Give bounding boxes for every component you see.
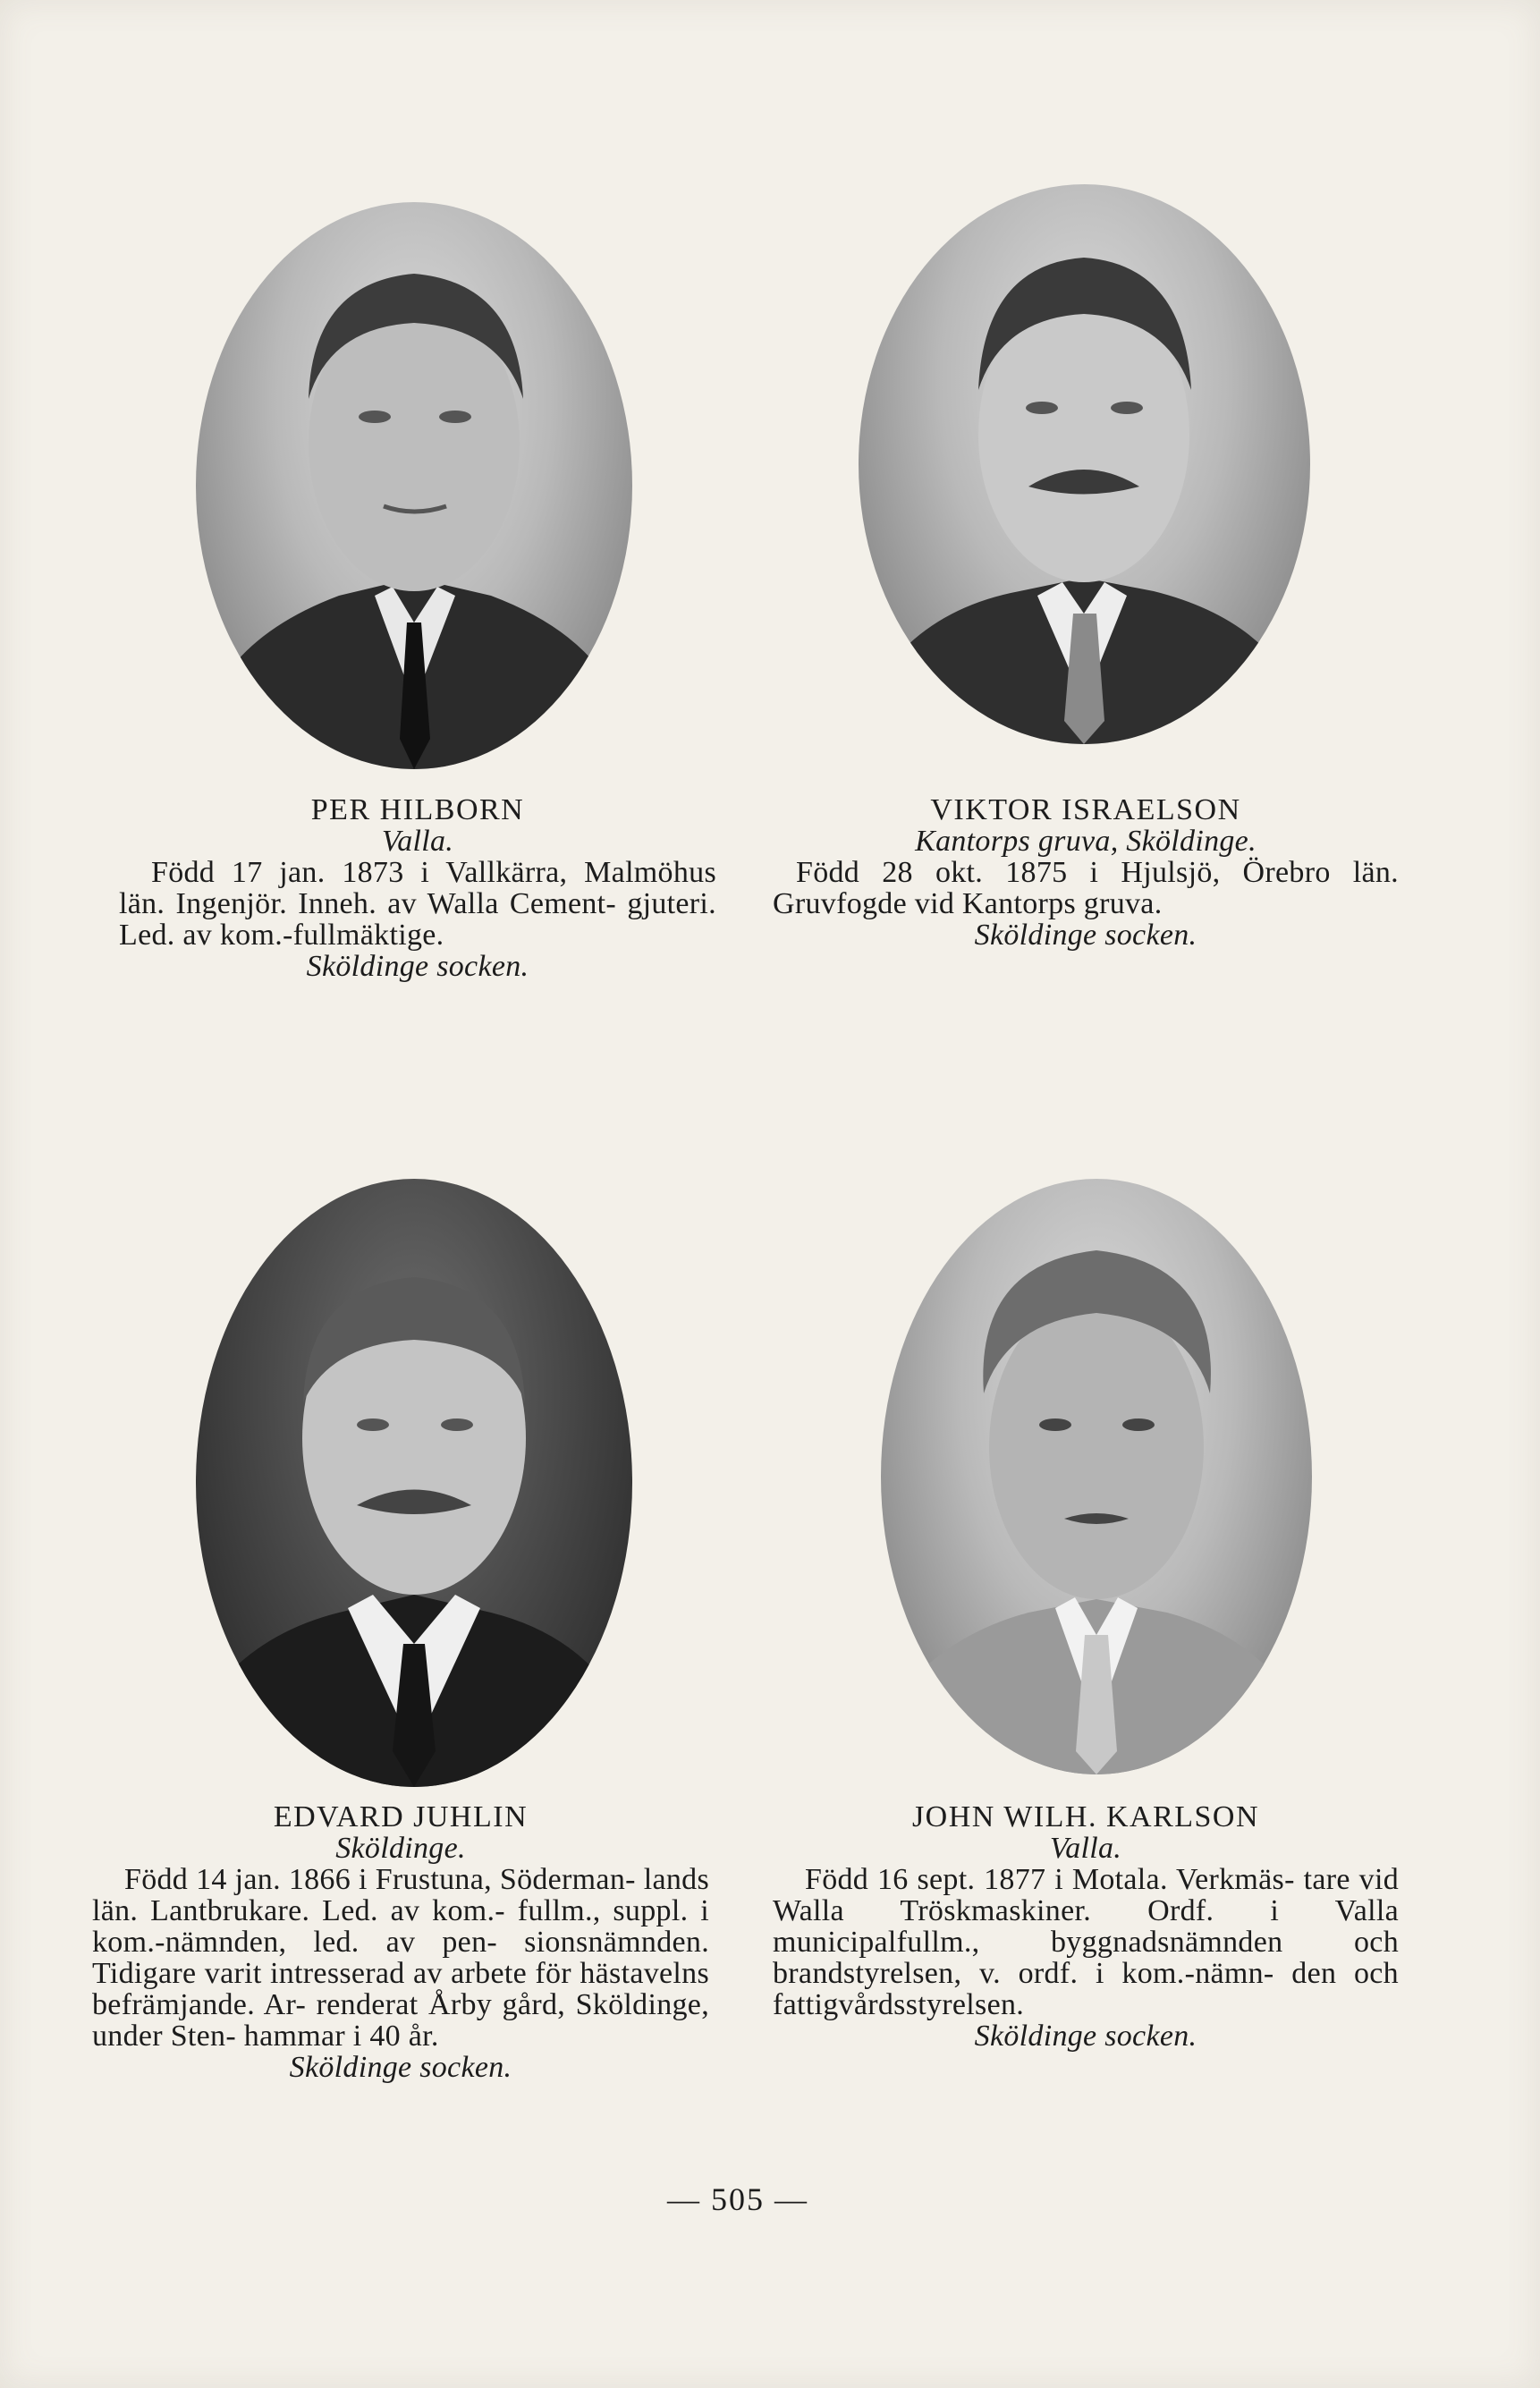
- biography: [92, 1864, 709, 2052]
- biography: [773, 1864, 1399, 2020]
- person-name: PER HILBORN: [310, 793, 525, 826]
- biography: [119, 857, 716, 951]
- biography-line: hammar i 40 år.: [243, 2020, 439, 2053]
- biography-line: Född 14 jan. 1866 i Frustuna, Söderman-: [124, 1863, 636, 1896]
- person-name: JOHN WILH. KARLSON: [911, 1800, 1260, 1833]
- biography-line: lands län. Lantbrukare. Led. av kom.-: [92, 1863, 709, 1927]
- biography-line: renderat Årby gård, Sköldinge, under Sten-: [92, 1988, 709, 2053]
- portrait-photo-john-wilh-karlson: [881, 1179, 1312, 1774]
- biography-line: Född 17 jan. 1873 i Vallkärra, Malmöhus: [151, 856, 716, 889]
- residence: Kantorps gruva, Sköldinge.: [915, 825, 1257, 858]
- parish: Sköldinge socken.: [306, 950, 529, 983]
- person-name: EDVARD JUHLIN: [273, 1800, 529, 1833]
- biography-line: sionsnämnden. Tidigare varit intresserad: [92, 1926, 709, 1990]
- portrait-photo-per-hilborn: [196, 202, 632, 769]
- entry-per-hilborn: [119, 794, 716, 982]
- entry-john-wilh-karlson: [773, 1801, 1399, 2052]
- biography-line: den och fattigvårdsstyrelsen.: [773, 1957, 1399, 2021]
- parish: Sköldinge socken.: [974, 2020, 1197, 2053]
- biography-line: gjuteri. Led. av kom.-fullmäktige.: [119, 887, 716, 952]
- parish: Sköldinge socken.: [974, 919, 1197, 952]
- portrait-photo-viktor-israelson: [859, 184, 1310, 744]
- residence: Valla.: [381, 825, 454, 858]
- biography-line: tare vid Walla Tröskmaskiner. Ordf. i: [773, 1863, 1399, 1927]
- entry-viktor-israelson: [773, 794, 1399, 951]
- person-name: VIKTOR ISRAELSON: [930, 793, 1241, 826]
- biography-line: Född 28 okt. 1875 i Hjulsjö, Örebro län.: [796, 856, 1399, 889]
- biography-line: Valla municipalfullm., byggnadsnämnden: [773, 1894, 1399, 1959]
- parish: Sköldinge socken.: [289, 2051, 512, 2084]
- portrait-photo-edvard-juhlin: [196, 1179, 632, 1787]
- biography: [773, 857, 1399, 919]
- residence: Valla.: [1049, 1832, 1122, 1865]
- biography-line: län. Ingenjör. Inneh. av Walla Cement-: [119, 887, 617, 920]
- biography-line: fullm., suppl. i kom.-nämnden, led. av pen-: [92, 1894, 709, 1959]
- biography-line: Gruvfogde vid Kantorps gruva.: [773, 887, 1163, 920]
- entry-edvard-juhlin: [92, 1801, 709, 2083]
- biography-line: av arbete för hästavelns befrämjande. Ar-: [92, 1957, 709, 2021]
- biography-line: och brandstyrelsen, v. ordf. i kom.-nämn-: [773, 1926, 1399, 1990]
- residence: Sköldinge.: [335, 1832, 466, 1865]
- page-number: — 505 —: [667, 2181, 808, 2217]
- biography-line: Född 16 sept. 1877 i Motala. Verkmäs-: [805, 1863, 1295, 1896]
